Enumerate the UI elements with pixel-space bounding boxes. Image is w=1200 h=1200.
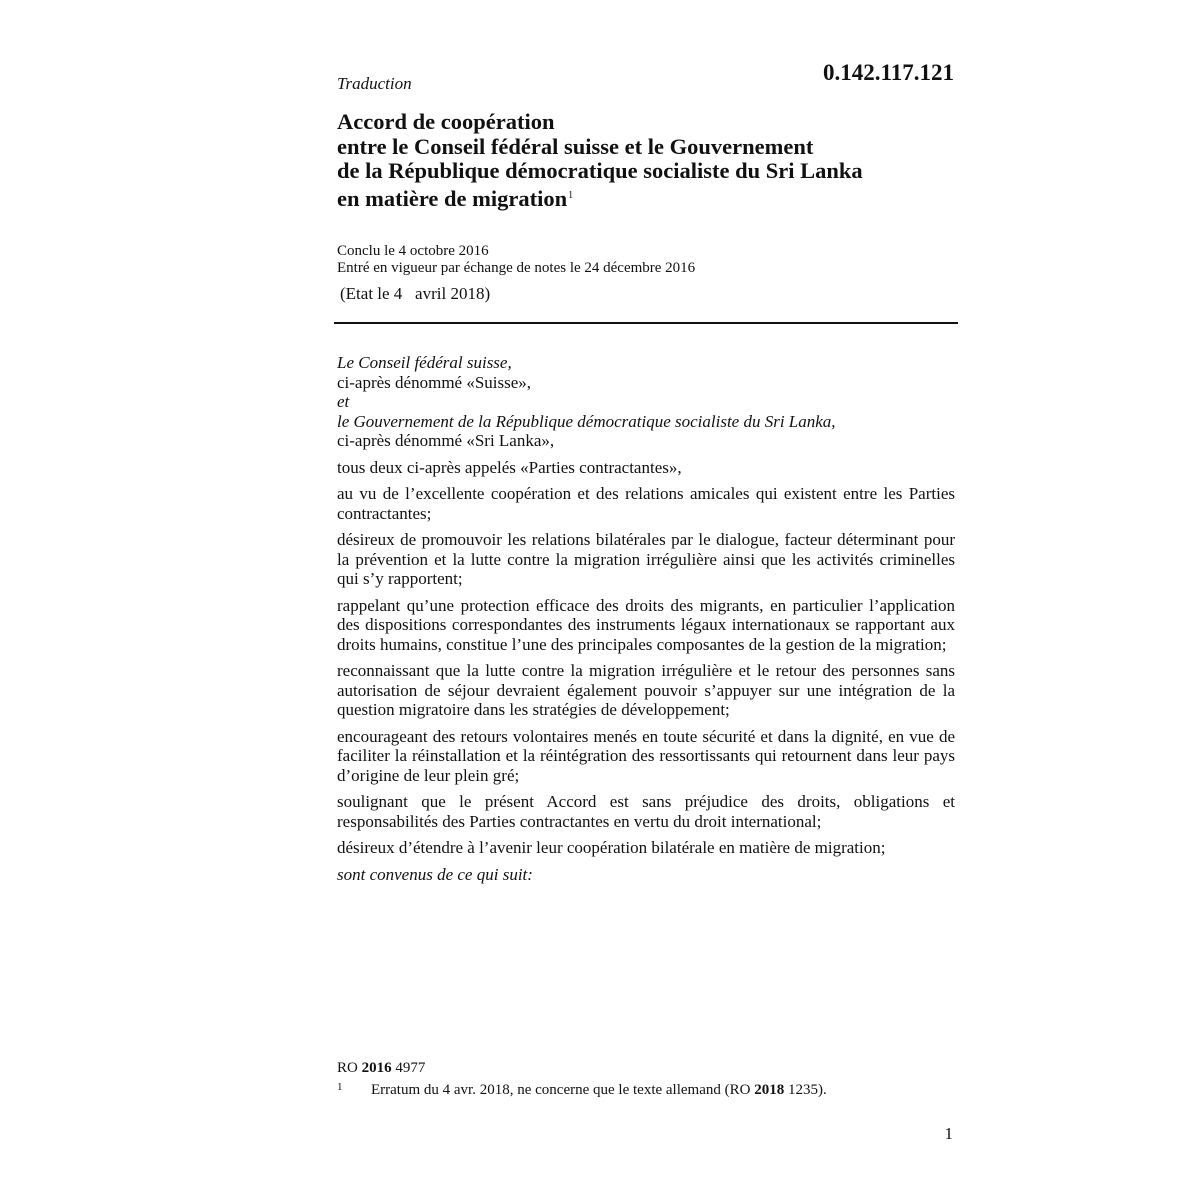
document-title [337,110,977,211]
preamble-paragraph: rappelant qu’une protection efficace des droits des migrants, en particulier l’application des dispositions correspondantes des instruments légaux internationaux se rapportant aux droits humains, constitue l’une des principales composantes de la gestion de la migration; [337,595,955,654]
ro-prefix: RO [337,1060,358,1076]
preamble-paragraph: encourageant des retours volontaires menés en toute sécurité et dans la dignité, en vue de faciliter la réinstallation et la réintégration des ressortissants qui retournent dans leur pays d’origine de leur plein gré; [337,726,955,785]
preamble-paragraph: désireux de promouvoir les relations bilatérales par le dialogue, facteur déterminant pour la prévention et la lutte contre la migration irrégulière ainsi que les activités criminelles qui s’y rapportent; [337,530,955,588]
sr-number: 0.142.117.121 [823,60,954,85]
preamble-paragraph: soulignant que le présent Accord est sans préjudice des droits, obligations et responsabilités des Parties contractantes en vertu du droit international; [337,792,955,831]
ro-year: 2016 [361,1060,392,1076]
preamble [337,353,955,884]
footnote-text: Erratum du 4 avr. 2018, ne concerne que le texte allemand (RO [371,1082,751,1098]
preamble-closing: sont convenus de ce qui suit: [337,864,533,884]
party-1-designation: ci-après dénommé «Suisse», [337,372,532,392]
ro-reference [337,1059,827,1078]
title-footnote-ref[interactable]: 1 [568,189,574,201]
translation-label: Traduction [337,74,412,93]
footnote-1 [337,1078,827,1100]
party-1: Le Conseil fédéral suisse, [337,353,512,372]
ro-page: 4977 [395,1060,426,1076]
party-2-designation: ci-après dénommé «Sri Lanka», [337,431,555,450]
footnote-text-end: 1235). [787,1082,827,1098]
title-line: Accord de coopération [337,109,555,134]
document-meta [337,243,695,277]
title-line-text: en matière de migration [337,185,568,211]
header-divider [334,322,958,324]
conjunction: et [337,392,350,411]
entry-into-force: Entré en vigueur par échange de notes le 24 décembre 2016 [337,260,696,276]
footnotes [337,1059,827,1100]
preamble-paragraph: reconnaissant que la lutte contre la migration irrégulière et le retour des personnes sans autorisation de séjour devraient également pouvoir s’appuyer sur une intégration de la question migratoire dans les stratégies de développement; [337,661,955,719]
preamble-paragraph: au vu de l’excellente coopération et des relations amicales qui existent entre les Parties contractantes; [337,484,955,523]
party-2: le Gouvernement de la République démocratique socialiste du Sri Lanka, [337,411,836,431]
footnote-year: 2018 [754,1082,785,1098]
title-line-last [337,184,977,212]
concluded-date: Conclu le 4 octobre 2016 [337,243,489,259]
page-number: 1 [944,1124,953,1143]
status-date: (Etat le 4 avril 2018) [340,284,491,303]
preamble-paragraph: tous deux ci-après appelés «Parties contractantes», [337,457,682,477]
preamble-paragraph: désireux d’étendre à l’avenir leur coopération bilatérale en matière de migration; [337,838,886,857]
title-line: de la République démocratique socialiste du Sri Lanka [337,158,863,183]
title-line: entre le Conseil fédéral suisse et le Gouvernement [337,133,814,159]
footnote-number: 1 [337,1081,343,1093]
